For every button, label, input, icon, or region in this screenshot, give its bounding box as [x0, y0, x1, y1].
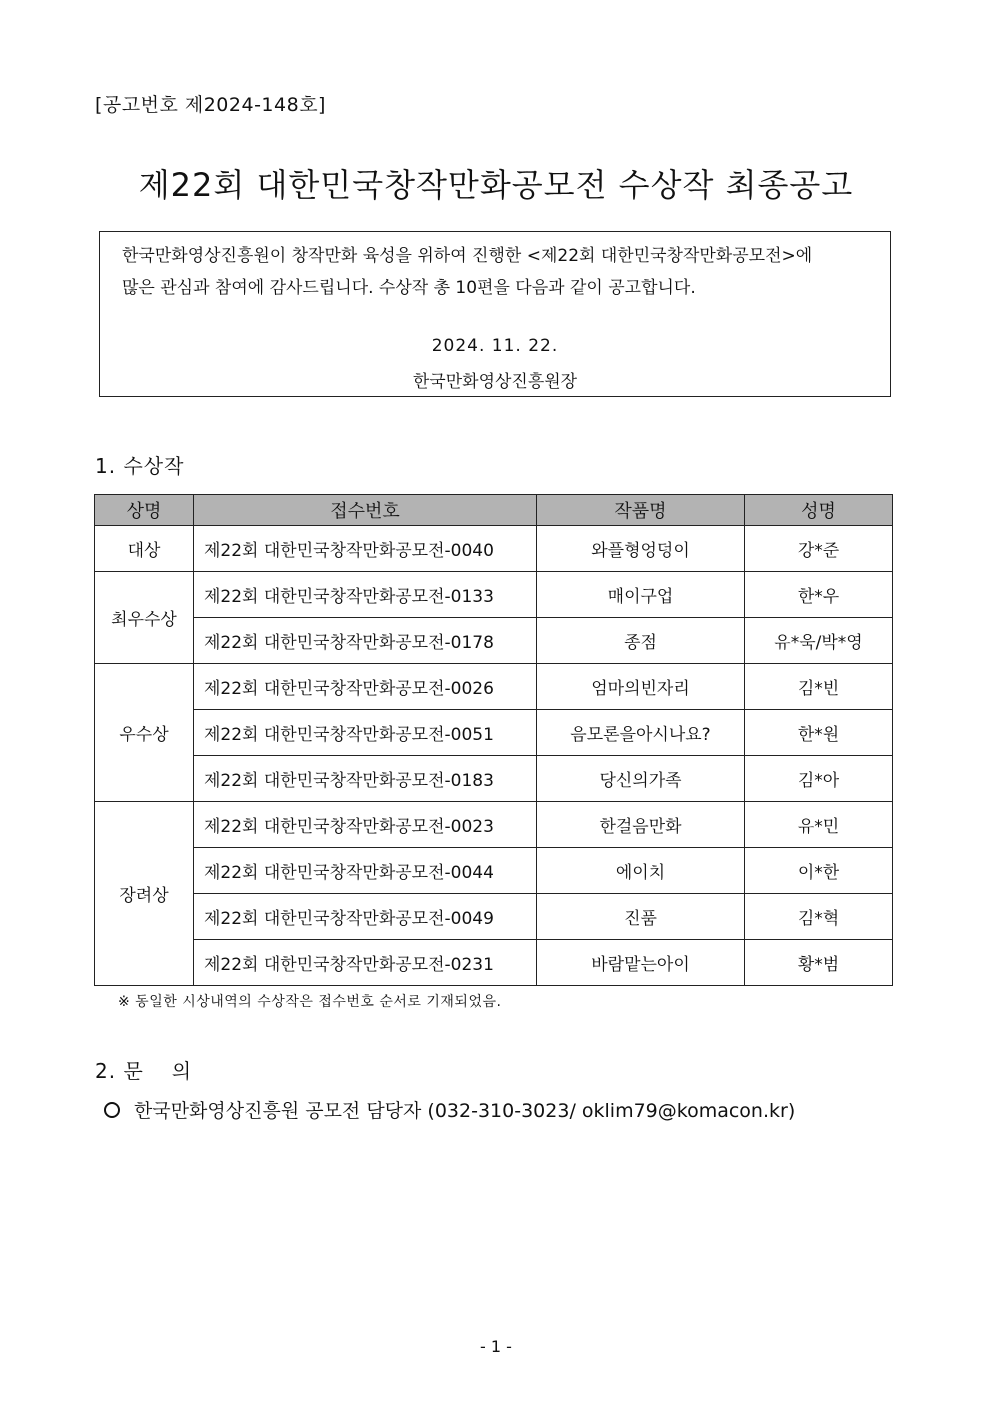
work-title-cell: 한걸음만화	[537, 802, 745, 848]
reg-number-cell: 제22회 대한민국창작만화공모전-0183	[194, 756, 537, 802]
work-title-cell: 에이치	[537, 848, 745, 894]
contact-text: 한국만화영상진흥원 공모전 담당자 (032-310-3023/ oklim79@komacon.kr)	[134, 1100, 796, 1122]
award-cell: 우수상	[95, 664, 194, 802]
reg-number-cell: 제22회 대한민국창작만화공모전-0023	[194, 802, 537, 848]
notice-number: [공고번호 제2024-148호]	[95, 94, 326, 116]
reg-number-cell: 제22회 대한민국창작만화공모전-0178	[194, 618, 537, 664]
header-work-title: 작품명	[537, 495, 745, 526]
circle-bullet-icon	[104, 1102, 120, 1118]
section-heading-awards: 1. 수상작	[95, 454, 185, 478]
award-cell: 장려상	[95, 802, 194, 986]
reg-number-cell: 제22회 대한민국창작만화공모전-0026	[194, 664, 537, 710]
intro-box	[99, 231, 891, 397]
reg-number-cell: 제22회 대한민국창작만화공모전-0044	[194, 848, 537, 894]
table-footnote: ※ 동일한 시상내역의 수상작은 접수번호 순서로 기재되었음.	[118, 994, 502, 1010]
header-reg-number: 접수번호	[194, 495, 537, 526]
intro-signatory: 한국만화영상진흥원장	[412, 372, 578, 392]
inquiry-heading-part-1: 2. 문	[95, 1059, 144, 1083]
name-cell: 김*빈	[745, 664, 893, 710]
header-award: 상명	[95, 495, 194, 526]
name-cell: 강*준	[745, 526, 893, 572]
section-heading-inquiry	[95, 1055, 192, 1084]
reg-number-cell: 제22회 대한민국창작만화공모전-0051	[194, 710, 537, 756]
work-title-cell: 바람맡는아이	[537, 940, 745, 986]
intro-line-1: 한국만화영상진흥원이 창작만화 육성을 위하여 진행한 <제22회 대한민국창작만화공모전>에	[122, 246, 813, 266]
table-row	[95, 756, 893, 802]
table-row	[95, 940, 893, 986]
name-cell: 유*욱/박*영	[745, 618, 893, 664]
name-cell: 김*혁	[745, 894, 893, 940]
header-name: 성명	[745, 495, 893, 526]
table-row	[95, 618, 893, 664]
name-cell: 한*원	[745, 710, 893, 756]
work-title-cell: 종점	[537, 618, 745, 664]
reg-number-cell: 제22회 대한민국창작만화공모전-0231	[194, 940, 537, 986]
page-number: - 1 -	[480, 1337, 512, 1356]
table-header-row	[95, 495, 893, 526]
name-cell: 한*우	[745, 572, 893, 618]
table-row	[95, 894, 893, 940]
work-title-cell: 와플형엉덩이	[537, 526, 745, 572]
award-cell: 최우수상	[95, 572, 194, 664]
work-title-cell: 진품	[537, 894, 745, 940]
reg-number-cell: 제22회 대한민국창작만화공모전-0040	[194, 526, 537, 572]
table-row	[95, 710, 893, 756]
table-row	[95, 526, 893, 572]
table-row	[95, 848, 893, 894]
reg-number-cell: 제22회 대한민국창작만화공모전-0133	[194, 572, 537, 618]
awards-table	[94, 494, 893, 986]
table-row	[95, 572, 893, 618]
table-row	[95, 802, 893, 848]
reg-number-cell: 제22회 대한민국창작만화공모전-0049	[194, 894, 537, 940]
work-title-cell: 엄마의빈자리	[537, 664, 745, 710]
inquiry-heading-part-2: 의	[171, 1059, 193, 1083]
page-title: 제22회 대한민국창작만화공모전 수상작 최종공고	[138, 166, 854, 204]
work-title-cell: 매이구업	[537, 572, 745, 618]
name-cell: 유*민	[745, 802, 893, 848]
contact-line	[104, 1096, 795, 1123]
work-title-cell: 당신의가족	[537, 756, 745, 802]
table-row	[95, 664, 893, 710]
award-cell: 대상	[95, 526, 194, 572]
name-cell: 황*범	[745, 940, 893, 986]
name-cell: 이*한	[745, 848, 893, 894]
work-title-cell: 음모론을아시나요?	[537, 710, 745, 756]
intro-date: 2024. 11. 22.	[431, 336, 559, 356]
intro-line-2: 많은 관심과 참여에 감사드립니다. 수상작 총 10편을 다음과 같이 공고합니다.	[122, 278, 696, 298]
name-cell: 김*아	[745, 756, 893, 802]
